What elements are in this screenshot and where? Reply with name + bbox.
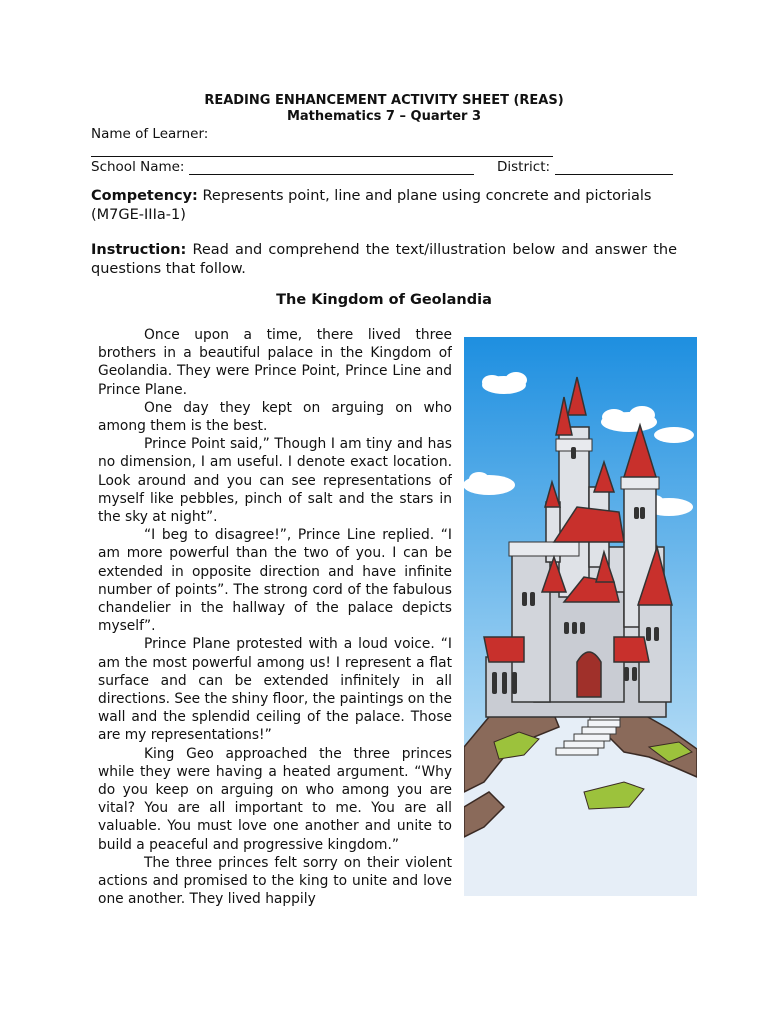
story-title: The Kingdom of Geolandia <box>276 292 492 308</box>
story-paragraph: The three princes felt sorry on their violent actions and promised to the king to unite and love one another. They lived happily <box>98 854 452 908</box>
name-label: Name of Learner: <box>91 126 209 142</box>
district-label: District: <box>497 159 551 175</box>
castle-illustration <box>464 337 697 896</box>
competency-label: Competency: <box>91 188 198 204</box>
instruction-block <box>91 241 677 279</box>
story-paragraph: King Geo approached the three princes while they were having a heated argument. “Why do you keep on arguing on who among you are vital? You are all important to me. You are all valuable. You must love one another and unite to build a peaceful and progressive kingdom.” <box>98 745 452 853</box>
district-line[interactable] <box>555 174 673 175</box>
name-line[interactable] <box>91 156 553 157</box>
instruction-text: Read and comprehend the text/illustration below and answer the questions that follow. <box>91 242 677 277</box>
story-paragraph: Prince Plane protested with a loud voice. “I am the most powerful among us! I represent a flat surface and can be extended infinitely in all directions. See the shiny floor, the paintings on the wall and the splendid ceiling of the palace. Those are my representations!” <box>98 636 452 744</box>
story-paragraph: Once upon a time, there lived three brothers in a beautiful palace in the Kingdom of Geolandia. They were Prince Point, Prince Line and Prince Plane. <box>98 327 452 398</box>
school-line[interactable] <box>189 174 474 175</box>
school-label: School Name: <box>91 159 185 175</box>
competency-block <box>91 187 681 225</box>
story-paragraph: One day they kept on arguing on who among them is the best. <box>98 399 452 435</box>
sheet-title: READING ENHANCEMENT ACTIVITY SHEET (REAS) <box>204 93 564 108</box>
competency-text: Represents point, line and plane using concrete and pictorials (M7GE-IIIa-1) <box>91 188 652 223</box>
instruction-label: Instruction: <box>91 242 187 258</box>
sheet-subtitle: Mathematics 7 – Quarter 3 <box>286 109 482 124</box>
story-paragraph: Prince Point said,” Though I am tiny and has no dimension, I am useful. I denote exact location. Look around and you can see representations of myself like pebbles, pinch of salt and the stars in the sky at night”. <box>98 436 452 526</box>
castle-door <box>577 652 601 697</box>
story-text <box>98 326 452 936</box>
story-paragraph: “I beg to disagree!”, Prince Line replied. “I am more powerful than the two of you. I can be extended in opposite direction and have infinite number of points”. The strong cord of the fabulous chandelier in the hallway of the palace depicts myself”. <box>98 527 452 635</box>
